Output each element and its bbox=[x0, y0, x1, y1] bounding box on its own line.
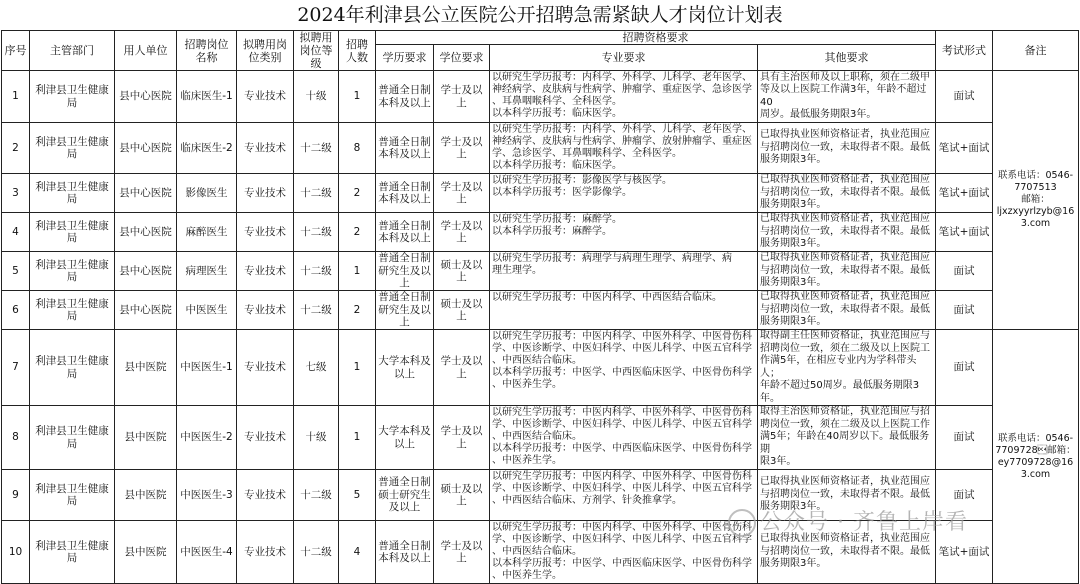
department: 利津县卫生健康 局 bbox=[30, 213, 115, 252]
other-requirement: 已取得执业医师资格证者，执业范围应 与招聘岗位一致，未取得者不限。最低 服务期限3年。 bbox=[758, 521, 936, 584]
table-row bbox=[2, 123, 1079, 174]
department: 利津县卫生健康 局 bbox=[30, 330, 115, 406]
watermark-text: 公众号 · 齐鲁上岸看 bbox=[760, 510, 968, 535]
employer: 县中心医院 bbox=[115, 213, 177, 252]
header-major: 专业要求 bbox=[490, 45, 758, 71]
department: 利津县卫生健康 局 bbox=[30, 521, 115, 584]
hire-count: 1 bbox=[339, 252, 376, 291]
header-count: 招聘 人数 bbox=[339, 31, 376, 71]
header-post: 招聘岗位 名称 bbox=[177, 31, 237, 71]
header-no: 序号 bbox=[2, 31, 30, 71]
post-level: 七级 bbox=[294, 330, 339, 406]
major-requirement: 以研究生学历报考：影像医学与核医学。 以本科学历报考：医学影像学。 bbox=[490, 174, 758, 213]
header-degree: 学位要求 bbox=[434, 45, 490, 71]
exam-form: 笔试+面试 bbox=[936, 521, 993, 584]
degree-requirement: 学士及以 上 bbox=[434, 330, 490, 406]
post-name: 中医医生-3 bbox=[177, 470, 237, 521]
post-category: 专业技术 bbox=[237, 291, 294, 330]
row-number: 5 bbox=[2, 252, 30, 291]
degree-requirement: 硕士及以 上 bbox=[434, 470, 490, 521]
degree-requirement: 学士及以 上 bbox=[434, 521, 490, 584]
table-row bbox=[2, 291, 1079, 330]
post-name: 中医医生 bbox=[177, 291, 237, 330]
header-other: 其他要求 bbox=[758, 45, 936, 71]
major-requirement: 以研究生学历报考：中医内科学、中医外科学、中医骨伤科 学、中医诊断学、中医妇科学、中医儿科学、中医五官科学 、中西医结合临床。 以本科学历报考：中医学、中西医临床医学、中医骨伤科学 、中医养生学。 bbox=[490, 330, 758, 406]
other-requirement: 已取得执业医师资格证者，执业范围应 与招聘岗位一致，未取得者不限。最低 服务期限3年。 bbox=[758, 291, 936, 330]
hire-count: 1 bbox=[339, 330, 376, 406]
major-requirement: 以研究生学历报考：麻醉学。 以本科学历报考：麻醉学。 bbox=[490, 213, 758, 252]
table-row bbox=[2, 406, 1079, 470]
row-number: 8 bbox=[2, 406, 30, 470]
post-category: 专业技术 bbox=[237, 123, 294, 174]
header-qualification-group: 招聘资格要求 bbox=[376, 31, 936, 45]
post-name: 影像医生 bbox=[177, 174, 237, 213]
education-requirement: 大学本科及 以上 bbox=[376, 406, 434, 470]
employer: 县中心医院 bbox=[115, 123, 177, 174]
major-requirement: 以研究生学历报考：中医内科学、中医外科学、中医骨伤科 学、中医诊断学、中医妇科学、中医儿科学、中医五官科学 、中西医结合临床。 以本科学历报考：中医学、中西医临床医学、中医骨伤科学 、中医养生学。 bbox=[490, 521, 758, 584]
major-requirement: 以研究生学历报考：中医内科学、中医外科学、中医骨伤科 学、中医诊断学、中医妇科学、中医儿科学、中医五官科学 、中西医结合临床。 以本科学历报考：中医学、中西医临床医学、中医骨伤科学 、中医养生学。 bbox=[490, 406, 758, 470]
hire-count: 4 bbox=[339, 521, 376, 584]
other-requirement: 取得主治医师资格证，执业范围应与招 聘岗位一致，须在二级及以上医院工作 满5年；年龄在40周岁以下。最低服务期 限3年。 bbox=[758, 406, 936, 470]
degree-requirement: 学士及以 上 bbox=[434, 123, 490, 174]
exam-form: 面试 bbox=[936, 252, 993, 291]
table-row bbox=[2, 330, 1079, 406]
department: 利津县卫生健康 局 bbox=[30, 71, 115, 123]
hire-count: 2 bbox=[339, 291, 376, 330]
degree-requirement: 学士及以 上 bbox=[434, 406, 490, 470]
header-unit: 用人单位 bbox=[115, 31, 177, 71]
note-contact-center-hospital: 联系电话：0546- 7707513 邮箱： ljxzxyyrlzyb@163.com bbox=[993, 71, 1079, 330]
department: 利津县卫生健康 局 bbox=[30, 123, 115, 174]
table-row bbox=[2, 470, 1079, 521]
header-level: 拟聘用 岗位等 级 bbox=[294, 31, 339, 71]
employer: 县中医院 bbox=[115, 330, 177, 406]
major-requirement: 以研究生学历报考：中医内科学、中西医结合临床。 bbox=[490, 291, 758, 330]
header-category: 拟聘用岗 位类别 bbox=[237, 31, 294, 71]
employer: 县中心医院 bbox=[115, 174, 177, 213]
exam-form: 笔试+面试 bbox=[936, 213, 993, 252]
table-row bbox=[2, 252, 1079, 291]
education-requirement: 普通全日制 本科及以上 bbox=[376, 521, 434, 584]
degree-requirement: 硕士及以 上 bbox=[434, 252, 490, 291]
table-row bbox=[2, 71, 1079, 123]
post-name: 中医医生-2 bbox=[177, 406, 237, 470]
row-number: 10 bbox=[2, 521, 30, 584]
post-name: 麻醉医生 bbox=[177, 213, 237, 252]
education-requirement: 普通全日制 本科及以上 bbox=[376, 174, 434, 213]
post-name: 临床医生-2 bbox=[177, 123, 237, 174]
hire-count: 8 bbox=[339, 123, 376, 174]
post-level: 十二级 bbox=[294, 521, 339, 584]
hire-count: 2 bbox=[339, 174, 376, 213]
table-row bbox=[2, 213, 1079, 252]
exam-form: 面试 bbox=[936, 71, 993, 123]
row-number: 7 bbox=[2, 330, 30, 406]
major-requirement: 以研究生学历报考：病理学与病理生理学、病理学、病 理生理学。 bbox=[490, 252, 758, 291]
hire-count: 1 bbox=[339, 406, 376, 470]
post-category: 专业技术 bbox=[237, 406, 294, 470]
major-requirement: 以研究生学历报考：内科学、外科学、儿科学、老年医学、 神经病学、皮肤病与性病学、肿瘤学、重症医学、急诊医学 、耳鼻咽喉科学、全科医学。 以本科学历报考：临床医学。 bbox=[490, 71, 758, 123]
header-exam: 考试形式 bbox=[936, 31, 993, 71]
post-name: 中医医生-4 bbox=[177, 521, 237, 584]
education-requirement: 大学本科及 以上 bbox=[376, 330, 434, 406]
major-requirement: 以研究生学历报考：内科学、外科学、儿科学、老年医学、 神经病学、皮肤病与性病学、肿瘤学、放射肿瘤学、重症医 学、急诊医学、耳鼻咽喉科学、全科医学。 以本科学历报考：临床医学。 bbox=[490, 123, 758, 174]
exam-form: 面试 bbox=[936, 291, 993, 330]
post-category: 专业技术 bbox=[237, 71, 294, 123]
row-number: 2 bbox=[2, 123, 30, 174]
header-education: 学历要求 bbox=[376, 45, 434, 71]
post-category: 专业技术 bbox=[237, 330, 294, 406]
post-level: 十二级 bbox=[294, 252, 339, 291]
education-requirement: 普通全日制 本科及以上 bbox=[376, 213, 434, 252]
other-requirement: 已取得执业医师资格证者，执业范围应 与招聘岗位一致，未取得者不限。最低 服务期限3年。 bbox=[758, 470, 936, 521]
employer: 县中医院 bbox=[115, 406, 177, 470]
department: 利津县卫生健康 局 bbox=[30, 291, 115, 330]
post-level: 十二级 bbox=[294, 470, 339, 521]
row-number: 6 bbox=[2, 291, 30, 330]
education-requirement: 普通全日制 本科及以上 bbox=[376, 71, 434, 123]
post-level: 十二级 bbox=[294, 291, 339, 330]
other-requirement: 已取得执业医师资格证者，执业范围应 与招聘岗位一致，未取得者不限。最低 服务期限3年。 bbox=[758, 213, 936, 252]
post-category: 专业技术 bbox=[237, 174, 294, 213]
post-category: 专业技术 bbox=[237, 213, 294, 252]
major-requirement: 以研究生学历报考：中医内科学、中医外科学、中医骨伤科 学、中医诊断学、中医妇科学、中医儿科学、中医五官科学 、中西医结合临床、方剂学、针灸推拿学。 bbox=[490, 470, 758, 521]
degree-requirement: 硕士及以 上 bbox=[434, 291, 490, 330]
employer: 县中心医院 bbox=[115, 252, 177, 291]
post-category: 专业技术 bbox=[237, 470, 294, 521]
row-number: 3 bbox=[2, 174, 30, 213]
education-requirement: 普通全日制 研究生及以 上 bbox=[376, 252, 434, 291]
row-number: 1 bbox=[2, 71, 30, 123]
exam-form: 面试 bbox=[936, 330, 993, 406]
table-row bbox=[2, 521, 1079, 584]
employer: 县中医院 bbox=[115, 470, 177, 521]
post-category: 专业技术 bbox=[237, 252, 294, 291]
post-name: 临床医生-1 bbox=[177, 71, 237, 123]
employer: 县中医院 bbox=[115, 521, 177, 584]
post-level: 十级 bbox=[294, 71, 339, 123]
hire-count: 2 bbox=[339, 213, 376, 252]
department: 利津县卫生健康 局 bbox=[30, 174, 115, 213]
hire-count: 5 bbox=[339, 470, 376, 521]
post-name: 中医医生-1 bbox=[177, 330, 237, 406]
department: 利津县卫生健康 局 bbox=[30, 406, 115, 470]
other-requirement: 已取得执业医师资格证者，执业范围应 与招聘岗位一致，未取得者不限。最低 服务期限3年。 bbox=[758, 174, 936, 213]
education-requirement: 普通全日制 硕士研究生 及以上 bbox=[376, 470, 434, 521]
department: 利津县卫生健康 局 bbox=[30, 252, 115, 291]
other-requirement: 已取得执业医师资格证者，执业范围应 与招聘岗位一致，未取得者不限。最低 服务期限3年。 bbox=[758, 123, 936, 174]
row-number: 4 bbox=[2, 213, 30, 252]
degree-requirement: 学士及以 上 bbox=[434, 213, 490, 252]
department: 利津县卫生健康 局 bbox=[30, 470, 115, 521]
page-title: 2024年利津县公立医院公开招聘急需紧缺人才岗位计划表 bbox=[297, 4, 783, 26]
exam-form: 笔试+面试 bbox=[936, 123, 993, 174]
post-category: 专业技术 bbox=[237, 521, 294, 584]
note-contact-tcm-hospital: 联系电话：0546- 7709728邮箱： ey7709728@163.com bbox=[993, 330, 1079, 584]
other-requirement: 取得副主任医师资格证，执业范围应与 招聘岗位一致，须在二级及以上医院工 作满5年，在相应专业内为学科带头人； 年龄不超过50周岁。最低服务期限3年。 bbox=[758, 330, 936, 406]
hire-count: 1 bbox=[339, 71, 376, 123]
employer: 县中心医院 bbox=[115, 291, 177, 330]
exam-form: 面试 bbox=[936, 470, 993, 521]
degree-requirement: 学士及以 上 bbox=[434, 71, 490, 123]
header-note: 备注 bbox=[993, 31, 1079, 71]
exam-form: 面试 bbox=[936, 406, 993, 470]
post-level: 十二级 bbox=[294, 213, 339, 252]
post-name: 病理医生 bbox=[177, 252, 237, 291]
row-number: 9 bbox=[2, 470, 30, 521]
table-row bbox=[2, 174, 1079, 213]
degree-requirement: 学士及以 上 bbox=[434, 174, 490, 213]
post-level: 十级 bbox=[294, 406, 339, 470]
post-level: 十二级 bbox=[294, 174, 339, 213]
header-dept: 主管部门 bbox=[30, 31, 115, 71]
other-requirement: 已取得执业医师资格证者，执业范围应 与招聘岗位一致，未取得者不限。最低 服务期限3年。 bbox=[758, 252, 936, 291]
recruitment-table bbox=[1, 30, 1079, 584]
exam-form: 笔试+面试 bbox=[936, 174, 993, 213]
other-requirement: 具有主治医师及以上职称，须在二级甲 等及以上医院工作满3年，年龄不超过40 周岁。最低服务期限3年。 bbox=[758, 71, 936, 123]
post-level: 十二级 bbox=[294, 123, 339, 174]
employer: 县中心医院 bbox=[115, 71, 177, 123]
education-requirement: 普通全日制 本科及以上 bbox=[376, 123, 434, 174]
education-requirement: 普通全日制 研究生及以 上 bbox=[376, 291, 434, 330]
